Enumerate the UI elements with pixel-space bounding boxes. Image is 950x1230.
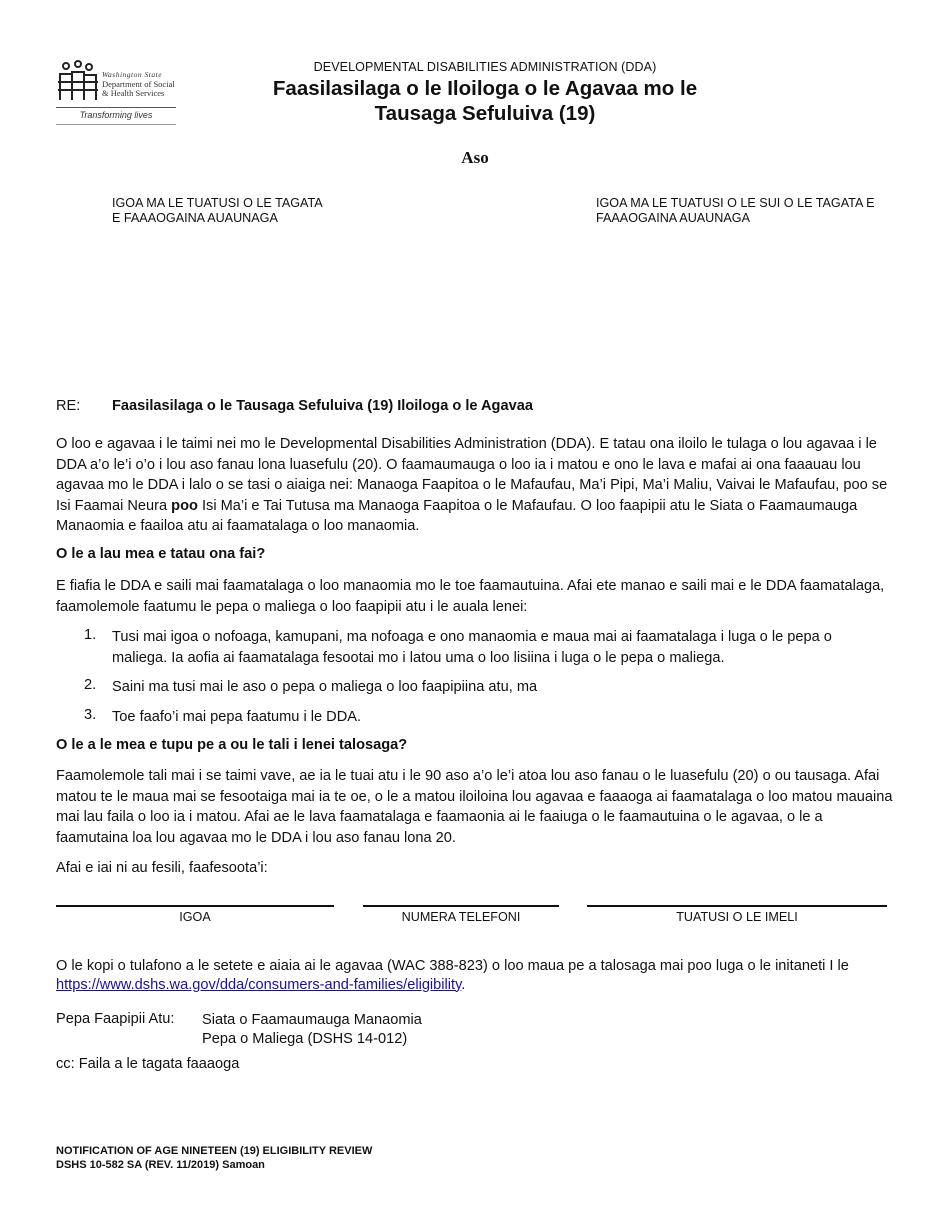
- attachment-item: Siata o Faamaumauga Manaomia: [202, 1012, 422, 1028]
- document-title: Faasilasilaga o le Iloiloga o le Agavaa mo le Tausaga Sefuluiva (19): [272, 77, 698, 125]
- list-item-number: 1.: [84, 627, 97, 643]
- rules-paragraph: O le kopi o tulafono a le setete e aiaia ai le agavaa (WAC 388-823) o loo maua pe a talosaga mai poo luga o le initaneti I le https://www.dshs.wa.gov/dda/consumers-and-families/eligibility.: [56, 958, 849, 993]
- email-label: TUATUSI O LE IMELI: [676, 910, 798, 924]
- attachment-item: Pepa o Maliega (DSHS 14-012): [202, 1030, 408, 1047]
- list-item: Toe faafo’i mai pepa faatumu i le DDA.: [112, 709, 362, 725]
- attachments-list: [202, 1011, 422, 1048]
- no-response-paragraph: Faamolemole tali mai i se taimi vave, ae ia le tuai atu i le 90 aso a’o le’i atoa lou aso fanau o le luasefulu (20) o ou tausaga. Afai matou te le maua mai se fesootaiga mai ia te oe, o le a matou iloiloina lou agavaa e faaaoga ai faamatalaga o loo matou mauaina mai lau faila o loo ia i matou. Afai ae le lava faamatalaga e faamaonia ai le faaiuga o le faamautuina o le agavaa, o le a faamutaina loa lou agavaa mo le DDA i lou aso fanau lona 20.: [56, 768, 893, 846]
- client-address-label: IGOA MA LE TUATUSI O LE TAGATA E FAAAOGAINA AUAUNAGA: [112, 196, 323, 225]
- name-line: [56, 905, 334, 907]
- list-item: Saini ma tusi mai le aso o pepa o maliega o loo faapipiina atu, ma: [112, 679, 538, 695]
- request-paragraph: E fiafia le DDA e saili mai faamatalaga o loo manaomia mo le toe faamautuina. Afai ete manao e saili mai e le DDA faamatalaga, faamolemole faatumu le pepa o maliega o loo faapipii atu i le auala lenei:: [56, 578, 885, 615]
- logo-tagline: Transforming lives: [79, 110, 153, 120]
- agency-name: DEVELOPMENTAL DISABILITIES ADMINISTRATION (DDA): [313, 60, 657, 74]
- attachments-label: Pepa Faapipii Atu:: [56, 1011, 175, 1027]
- phone-label: NUMERA TELEFONI: [401, 910, 521, 924]
- eligibility-link[interactable]: https://www.dshs.wa.gov/dda/consumers-and-families/eligibility: [56, 976, 462, 993]
- what-to-do-heading: O le a lau mea e tatau ona fai?: [56, 546, 266, 562]
- form-footer: NOTIFICATION OF AGE NINETEEN (19) ELIGIBILITY REVIEW DSHS 10-582 SA (REV. 11/2019) Samoan: [56, 1145, 373, 1171]
- re-label: RE:: [56, 398, 81, 414]
- email-line: [587, 905, 887, 907]
- intro-paragraph: O loo e agavaa i le taimi nei mo le Developmental Disabilities Administration (DDA). E tatau ona iloilo le tulaga o lou agavaa i le DDA a’o le’i o’o i lou aso fanau lona luasefulu (20). O faamaumauga o loo ia i matou e ono le lava e mafai ai ona faaauau lou agavaa mo le DDA i lalo o se tasi o aiaiga nei: Manaoga Faapitoa o le Mafaufau, Ma’i Pipi, Ma’i Maliu, Vaivai le Mafaufau, poo se Isi Faamai Neura poo Isi Ma’i e Tai Tutusa ma Manaoga Faapitoa o le Mafaufau. O loo faapipii atu le Siata o Faamaumauga Manaomia e faailoa atu ai faamatalaga o loo manaomia.: [56, 436, 888, 535]
- contact-prompt: Afai e iai ni au fesili, faafesoota’i:: [56, 860, 268, 876]
- list-item-number: 2.: [84, 677, 97, 693]
- list-item: Tusi mai igoa o nofoaga, kamupani, ma nofoaga e ono manaomia e maua mai ai faamatalaga i luga o le pepa o maliega. Ia aofia ai faamatalaga fesootai mo i latou uma o loo lisiina i luga o le pepa o maliega.: [112, 629, 832, 666]
- name-label: IGOA: [179, 910, 211, 924]
- representative-address-label: IGOA MA LE TUATUSI O LE SUI O LE TAGATA E FAAAOGAINA AUAUNAGA: [596, 196, 875, 225]
- no-response-heading: O le a le mea e tupu pe a ou le tali i lenei talosaga?: [56, 737, 408, 753]
- re-subject: Faasilasilaga o le Tausaga Sefuluiva (19) Iloiloga o le Agavaa: [112, 398, 533, 414]
- date-label: Aso: [461, 148, 489, 167]
- phone-line: [363, 905, 559, 907]
- dshs-org-name: Washington State Department of Social & Health Services: [102, 70, 175, 98]
- cc-line: cc: Faila a le tagata faaaoga: [56, 1056, 240, 1072]
- list-item-number: 3.: [84, 707, 97, 723]
